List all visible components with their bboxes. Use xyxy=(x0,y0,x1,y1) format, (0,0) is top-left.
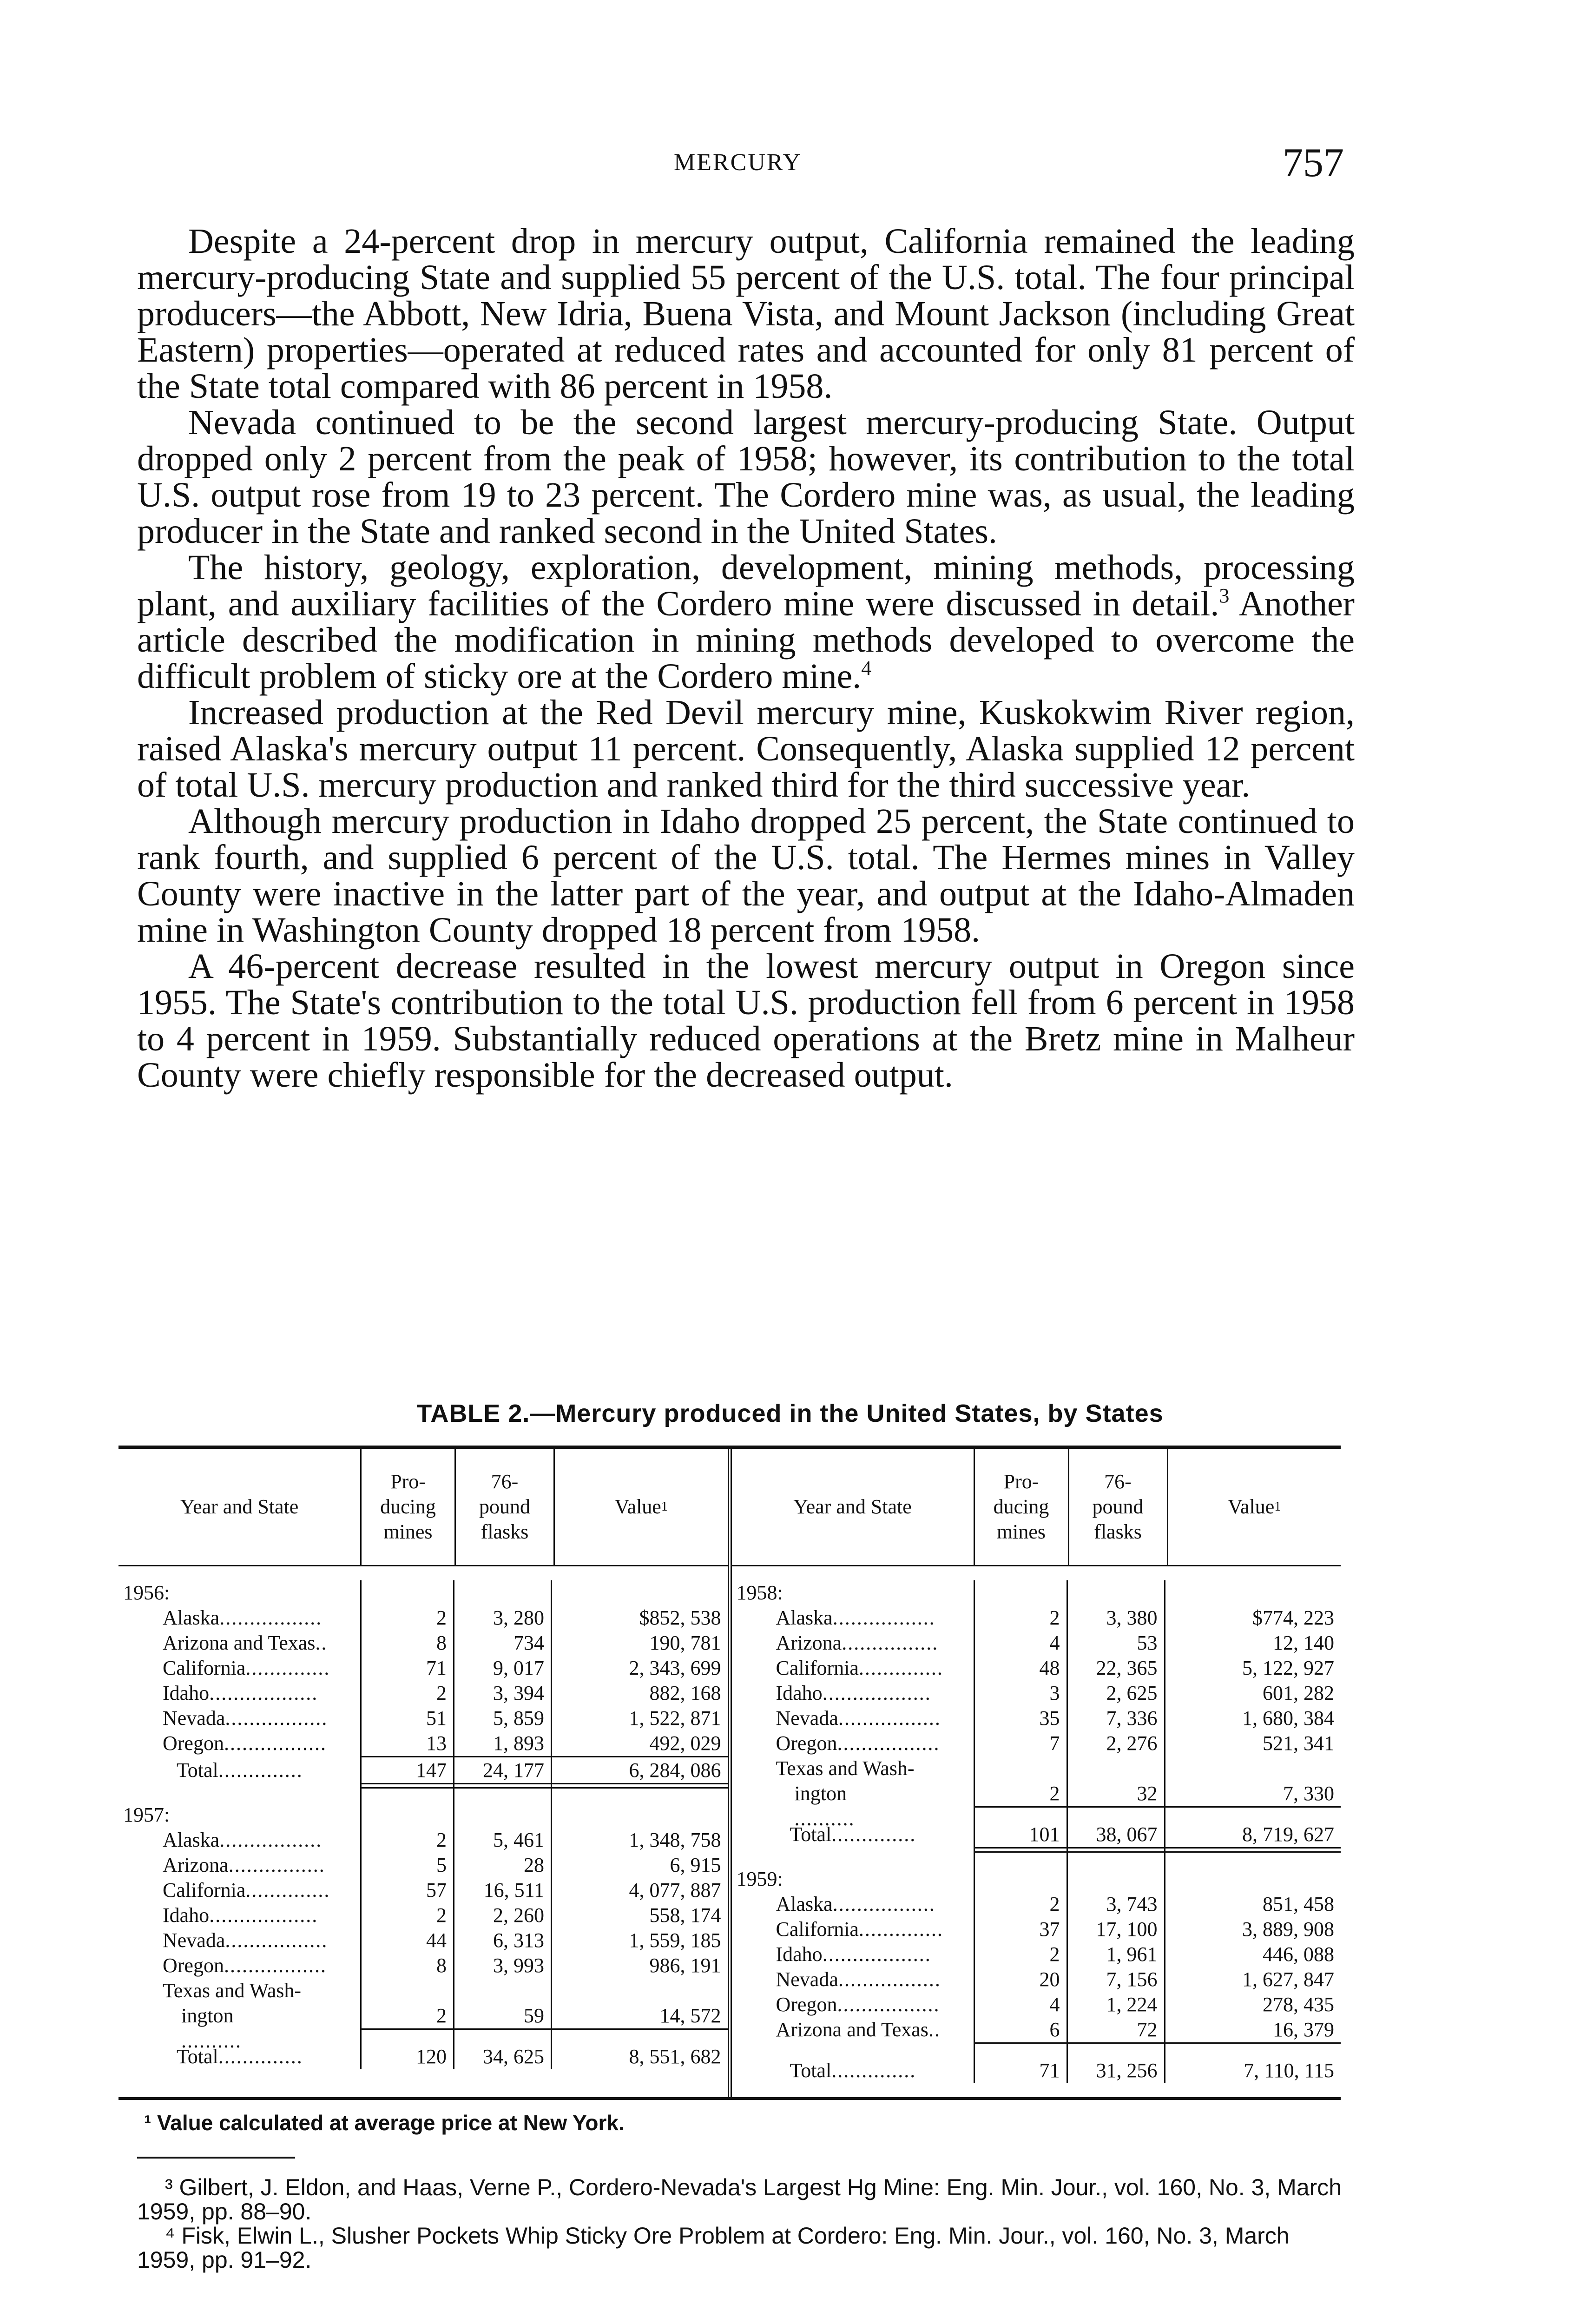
table-row: Oregon................. 4 1, 224 278, 435 xyxy=(732,1992,1341,2017)
table-header xyxy=(732,1449,1341,1566)
year-row-1956: 1956: xyxy=(118,1580,728,1605)
table-row: Arizona................ 4 53 12, 140 xyxy=(732,1631,1341,1656)
table-right-half xyxy=(732,1449,1341,2097)
year-row-1959: 1959: xyxy=(732,1867,1341,1892)
table-row: Texas and Wash- ington .......... 2 32 7, 330 xyxy=(732,1756,1341,1806)
table-row: Nevada................. 20 7, 156 1, 627, 847 xyxy=(732,1967,1341,1992)
table-row: Nevada................. 51 5, 859 1, 522, 871 xyxy=(118,1706,728,1731)
table-row: Idaho.................. 3 2, 625 601, 282 xyxy=(732,1681,1341,1706)
table-body-left xyxy=(118,1566,728,2097)
table-left-half xyxy=(118,1449,732,2097)
header-value: Value 1 xyxy=(553,1449,728,1565)
header-flasks: 76- pound flasks xyxy=(1068,1449,1167,1565)
header-year-state: Year and State xyxy=(793,1495,912,1518)
double-rule xyxy=(118,1783,728,1789)
body-text xyxy=(137,223,1355,1093)
table-row: Oregon................. 8 3, 993 986, 191 xyxy=(118,1953,728,1978)
table-row: Alaska................. 2 5, 461 1, 348, 758 xyxy=(118,1828,728,1853)
paragraph-alaska: Increased production at the Red Devil mercury mine, Kuskokwim River region, raised Alaska's mercury output 11 percent. Consequently, Alaska supplied 12 percent of total U.S. mercury production and ranked third for the third successive year. xyxy=(137,693,1355,805)
footnote-4: ⁴ Fisk, Elwin L., Slusher Pockets Whip Sticky Ore Problem at Cordero: Eng. Min. Jour., vol. 160, No. 3, March 1959, pp. 91–92. xyxy=(137,2223,1290,2273)
total-row-1958: Total.............. 101 38, 067 8, 719, 627 xyxy=(732,1822,1341,1847)
footnote-3: ³ Gilbert, J. Eldon, and Haas, Verne P., Cordero-Nevada's Largest Hg Mine: Eng. Min. Jour., vol. 160, No. 3, March 1959, pp. 88–90. xyxy=(137,2174,1342,2225)
header-flasks: 76- pound flasks xyxy=(454,1449,553,1565)
double-rule xyxy=(732,1847,1341,1853)
header-value: Value 1 xyxy=(1167,1449,1341,1565)
header-mines: Pro- ducing mines xyxy=(360,1449,454,1565)
header-mines: Pro- ducing mines xyxy=(974,1449,1068,1565)
total-row-1957: Total.............. 120 34, 625 8, 551, 682 xyxy=(118,2044,728,2069)
table-row: Arizona and Texas.. 6 72 16, 379 xyxy=(732,2017,1341,2042)
paragraph-oregon: A 46-percent decrease resulted in the lowest mercury output in Oregon since 1955. The State's contribution to the total U.S. production fell from 6 percent in 1958 to 4 percent in 1959. Substantially reduced operations at the Bretz mine in Malheur County were chiefly responsible for the decreased output. xyxy=(137,947,1355,1095)
table-row: Oregon................. 13 1, 893 492, 029 xyxy=(118,1731,728,1756)
paragraph-cordero: The history, geology, exploration, development, mining methods, processing plant, and auxiliary facilities of the Cordero mine were discussed in detail.$^3$ Another article described the modification in mining methods developed to overcome the difficult problem of sticky ore at the Cordero mine.$^4$ xyxy=(137,548,1355,696)
table-row: Idaho.................. 2 3, 394 882, 168 xyxy=(118,1681,728,1706)
table-header xyxy=(118,1449,728,1566)
table-row: Arizona................ 5 28 6, 915 xyxy=(118,1853,728,1878)
table-row: Nevada................. 35 7, 336 1, 680, 384 xyxy=(732,1706,1341,1731)
header-year-state: Year and State xyxy=(180,1495,299,1518)
table-caption: TABLE 2.—Mercury produced in the United States, by States xyxy=(416,1400,1164,1427)
table-row: California.............. 71 9, 017 2, 343, 699 xyxy=(118,1656,728,1681)
footnote-ref-3: 3 xyxy=(1219,584,1230,607)
footnote-ref-4: 4 xyxy=(861,657,872,680)
paragraph-nevada: Nevada continued to be the second largest mercury-producing State. Output dropped only 2 percent from the peak of 1958; however, its contribution to the total U.S. output rose from 19 to 23 percent. The Cordero mine was, as usual, the leading producer in the State and ranked second in the United States. xyxy=(137,403,1355,551)
total-row-1959: Total.............. 71 31, 256 7, 110, 115 xyxy=(732,2058,1341,2083)
table-row: California.............. 48 22, 365 5, 122, 927 xyxy=(732,1656,1341,1681)
table-row: Texas and Wash- ington .......... 2 59 14, 572 xyxy=(118,1978,728,2028)
total-row-1956: Total.............. 147 24, 177 6, 284, 086 xyxy=(118,1758,728,1783)
table-row: Alaska................. 2 3, 743 851, 458 xyxy=(732,1892,1341,1917)
table-row: Alaska................. 2 3, 380 $774, 223 xyxy=(732,1605,1341,1631)
table-row: Arizona and Texas.. 8 734 190, 781 xyxy=(118,1631,728,1656)
year-row-1958: 1958: xyxy=(732,1580,1341,1605)
table-row: California.............. 57 16, 511 4, 077, 887 xyxy=(118,1878,728,1903)
footnotes xyxy=(137,2175,1345,2272)
paragraph-idaho: Although mercury production in Idaho dropped 25 percent, the State continued to rank fourth, and supplied 6 percent of the U.S. total. The Hermes mines in Valley County were inactive in the latter part of the year, and output at the Idaho-Almaden mine in Washington County dropped 18 percent from 1958. xyxy=(137,802,1355,950)
year-row-1957: 1957: xyxy=(118,1802,728,1828)
paragraph-california: Despite a 24-percent drop in mercury output, California remained the leading mercury-producing State and supplied 55 percent of the U.S. total. The four principal producers—the Abbott, New Idria, Buena Vista, and Mount Jackson (including Great Eastern) properties—operated at reduced rates and accounted for only 81 percent of the State total compared with 86 percent in 1958. xyxy=(137,222,1355,406)
table-row: California.............. 37 17, 100 3, 889, 908 xyxy=(732,1917,1341,1942)
table-row: Idaho.................. 2 2, 260 558, 174 xyxy=(118,1903,728,1928)
table-footnote: ¹ Value calculated at average price at New York. xyxy=(144,2111,625,2135)
running-head xyxy=(0,139,1580,191)
table-body-right xyxy=(732,1566,1341,2097)
table-row: Idaho.................. 2 1, 961 446, 088 xyxy=(732,1942,1341,1967)
mercury-table xyxy=(118,1446,1341,2100)
page-number: 757 xyxy=(1283,140,1344,185)
footnote-rule xyxy=(137,2157,295,2159)
table-row: Alaska................. 2 3, 280 $852, 538 xyxy=(118,1605,728,1631)
table-row: Oregon................. 7 2, 276 521, 341 xyxy=(732,1731,1341,1756)
table-row: Nevada................. 44 6, 313 1, 559, 185 xyxy=(118,1928,728,1953)
running-title: MERCURY xyxy=(674,149,802,176)
